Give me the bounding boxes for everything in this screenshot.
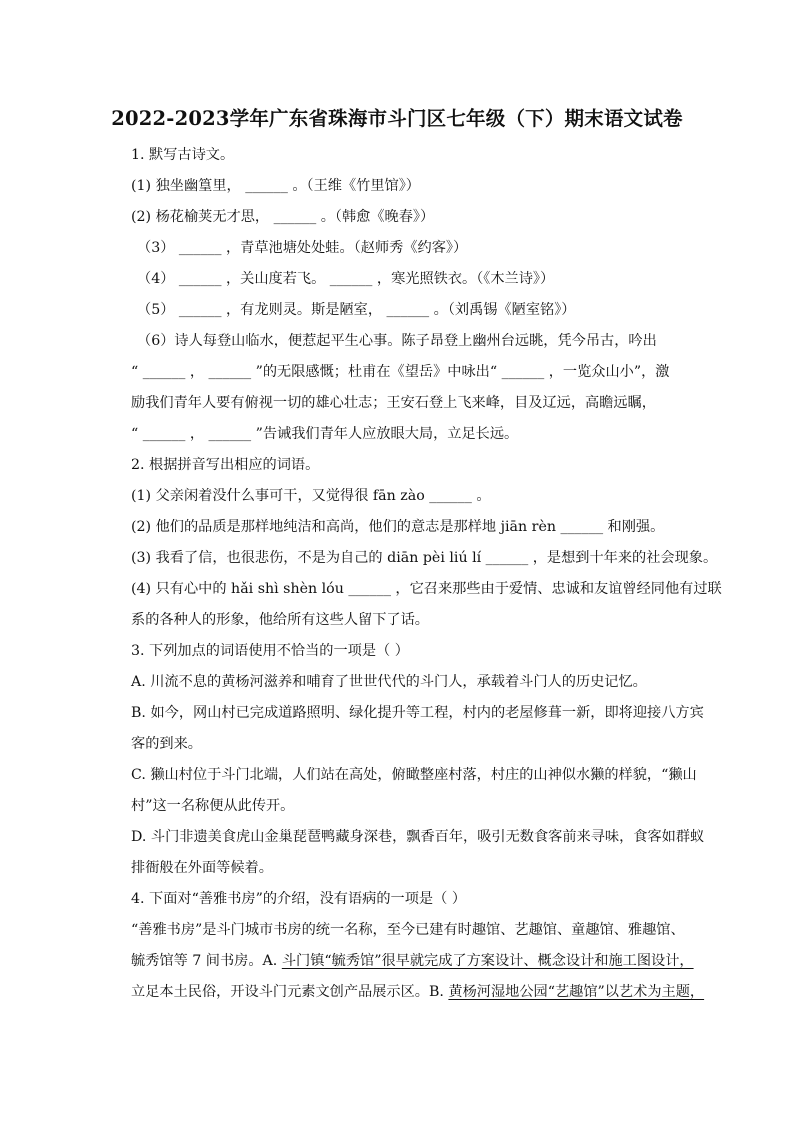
- text-line: [131, 951, 694, 971]
- text-line: [131, 424, 518, 444]
- underlined-sentence: 斗门镇“毓秀馆”很早就完成了方案设计、概念设计和施工图设计，: [281, 953, 694, 969]
- text-line: [131, 920, 685, 940]
- text-line: [131, 176, 420, 196]
- text-line-content: （4） ______ ，关山度若飞。 ______ ，寒光照铁衣。（《木兰诗》）: [137, 271, 555, 287]
- text-line-content: D. 斗门非遗美食虎山金巢琵琶鸭藏身深巷，飘香百年，吸引无数食客前来寻味，食客如群蚁: [131, 829, 705, 845]
- text-line: [131, 765, 697, 785]
- text-line: [137, 331, 657, 351]
- text-line: [131, 827, 704, 847]
- text-line-content: 排衙般在外面等候着。: [131, 860, 273, 876]
- text-line: [131, 517, 664, 537]
- text-line: [131, 982, 704, 1002]
- text-line-content: 客的到来。: [131, 736, 202, 752]
- text-line: [131, 703, 704, 723]
- text-line: [131, 548, 717, 568]
- text-line: [131, 672, 647, 692]
- text-line-content: （6）诗人每登山临水，便惹起平生心事。陈子昂登上幽州台远眺，凭今吊古，吟出: [137, 333, 657, 349]
- text-line-content: (3) 我看了信，也很悲伤，不是为自己的 diān pèi liú lí ______ ，是想到十年来的社会现象。: [131, 550, 718, 566]
- text-line-content: 系的各种人的形象，他给所有这些人留下了话。: [131, 612, 429, 628]
- text-line: [131, 486, 491, 506]
- page-title: 2022-2023学年广东省珠海市斗门区七年级（下）期末语文试卷: [111, 107, 683, 130]
- text-line-content: 2. 根据拼音写出相应的词语。: [131, 457, 320, 473]
- text-line-content: A. 川流不息的黄杨河滋养和哺育了世世代代的斗门人，承载着斗门人的历史记忆。: [131, 674, 647, 690]
- text-line: [131, 207, 434, 227]
- text-line: [131, 455, 319, 475]
- text-line: [137, 269, 554, 289]
- text-line-content: 村”这一名称便从此传开。: [131, 798, 295, 814]
- text-line-content: 3. 下列加点的词语使用不恰当的一项是（ ）: [131, 643, 409, 659]
- text-line-content: (2) 他们的品质是那样地纯洁和高尚，他们的意志是那样地 jiān rèn ______ 和刚强。: [131, 519, 665, 535]
- text-line: [137, 238, 467, 258]
- text-line: [131, 145, 234, 165]
- text-line: [131, 734, 202, 754]
- text-line: [131, 889, 466, 909]
- text-line-content: (1) 父亲闲着没什么事可干，又觉得很 fān zào ______ 。: [131, 488, 491, 504]
- text-line: [131, 641, 409, 661]
- text-line: [131, 393, 656, 413]
- text-line-content: 立足本土民俗，开设斗门元素文创产品展示区。B.: [131, 984, 449, 1000]
- text-line: [131, 796, 294, 816]
- text-line-content: C. 獭山村位于斗门北端，人们站在高处，俯瞰整座村落，村庄的山神似水獭的样貌，“獭山: [131, 767, 697, 783]
- text-line: [131, 579, 722, 599]
- text-line-content: （5） ______ ，有龙则灵。斯是陋室， ______ 。（刘禹锡《陋室铭》）: [137, 302, 576, 318]
- text-line-content: “ ______ ， ______ ”告诫我们青年人应放眼大局，立足长远。: [131, 426, 519, 442]
- text-line: [131, 610, 429, 630]
- text-line-content: （3） ______ ，青草池塘处处蛙。（赵师秀《约客》）: [137, 240, 468, 256]
- text-line-content: 1. 默写古诗文。: [131, 147, 235, 163]
- text-line-content: “善雅书房”是斗门城市书房的统一名称，至今已建有时趣馆、艺趣馆、童趣馆、雅趣馆、: [131, 922, 685, 938]
- underlined-sentence: 黄杨河湿地公园“艺趣馆”以艺术为主题，: [448, 984, 705, 1000]
- text-line-content: 毓秀馆等 7 间书房。A.: [131, 953, 282, 969]
- text-line-content: 4. 下面对“善雅书房”的介绍，没有语病的一项是（ ）: [131, 891, 467, 907]
- text-line: [137, 300, 576, 320]
- text-line: [131, 858, 273, 878]
- text-line-content: 励我们青年人要有俯视一切的雄心壮志；王安石登上飞来峰，目及辽远，高瞻远瞩，: [131, 395, 656, 411]
- text-line-content: (1) 独坐幽篁里， ______ 。（王维《竹里馆》）: [131, 178, 420, 194]
- text-line-content: B. 如今，网山村已完成道路照明、绿化提升等工程，村内的老屋修葺一新，即将迎接八方宾: [131, 705, 704, 721]
- text-line-content: (4) 只有心中的 hǎi shì shèn lóu ______ ，它召来那些由于爱情、忠诚和友谊曾经同他有过联: [131, 581, 722, 597]
- text-line-content: “ ______ ， ______ ”的无限感慨；杜甫在《望岳》中咏出“ ______ ，一览众山小”，激: [131, 364, 670, 380]
- text-line-content: (2) 杨花榆荚无才思， ______ 。（韩愈《晚春》）: [131, 209, 435, 225]
- text-line: [131, 362, 669, 382]
